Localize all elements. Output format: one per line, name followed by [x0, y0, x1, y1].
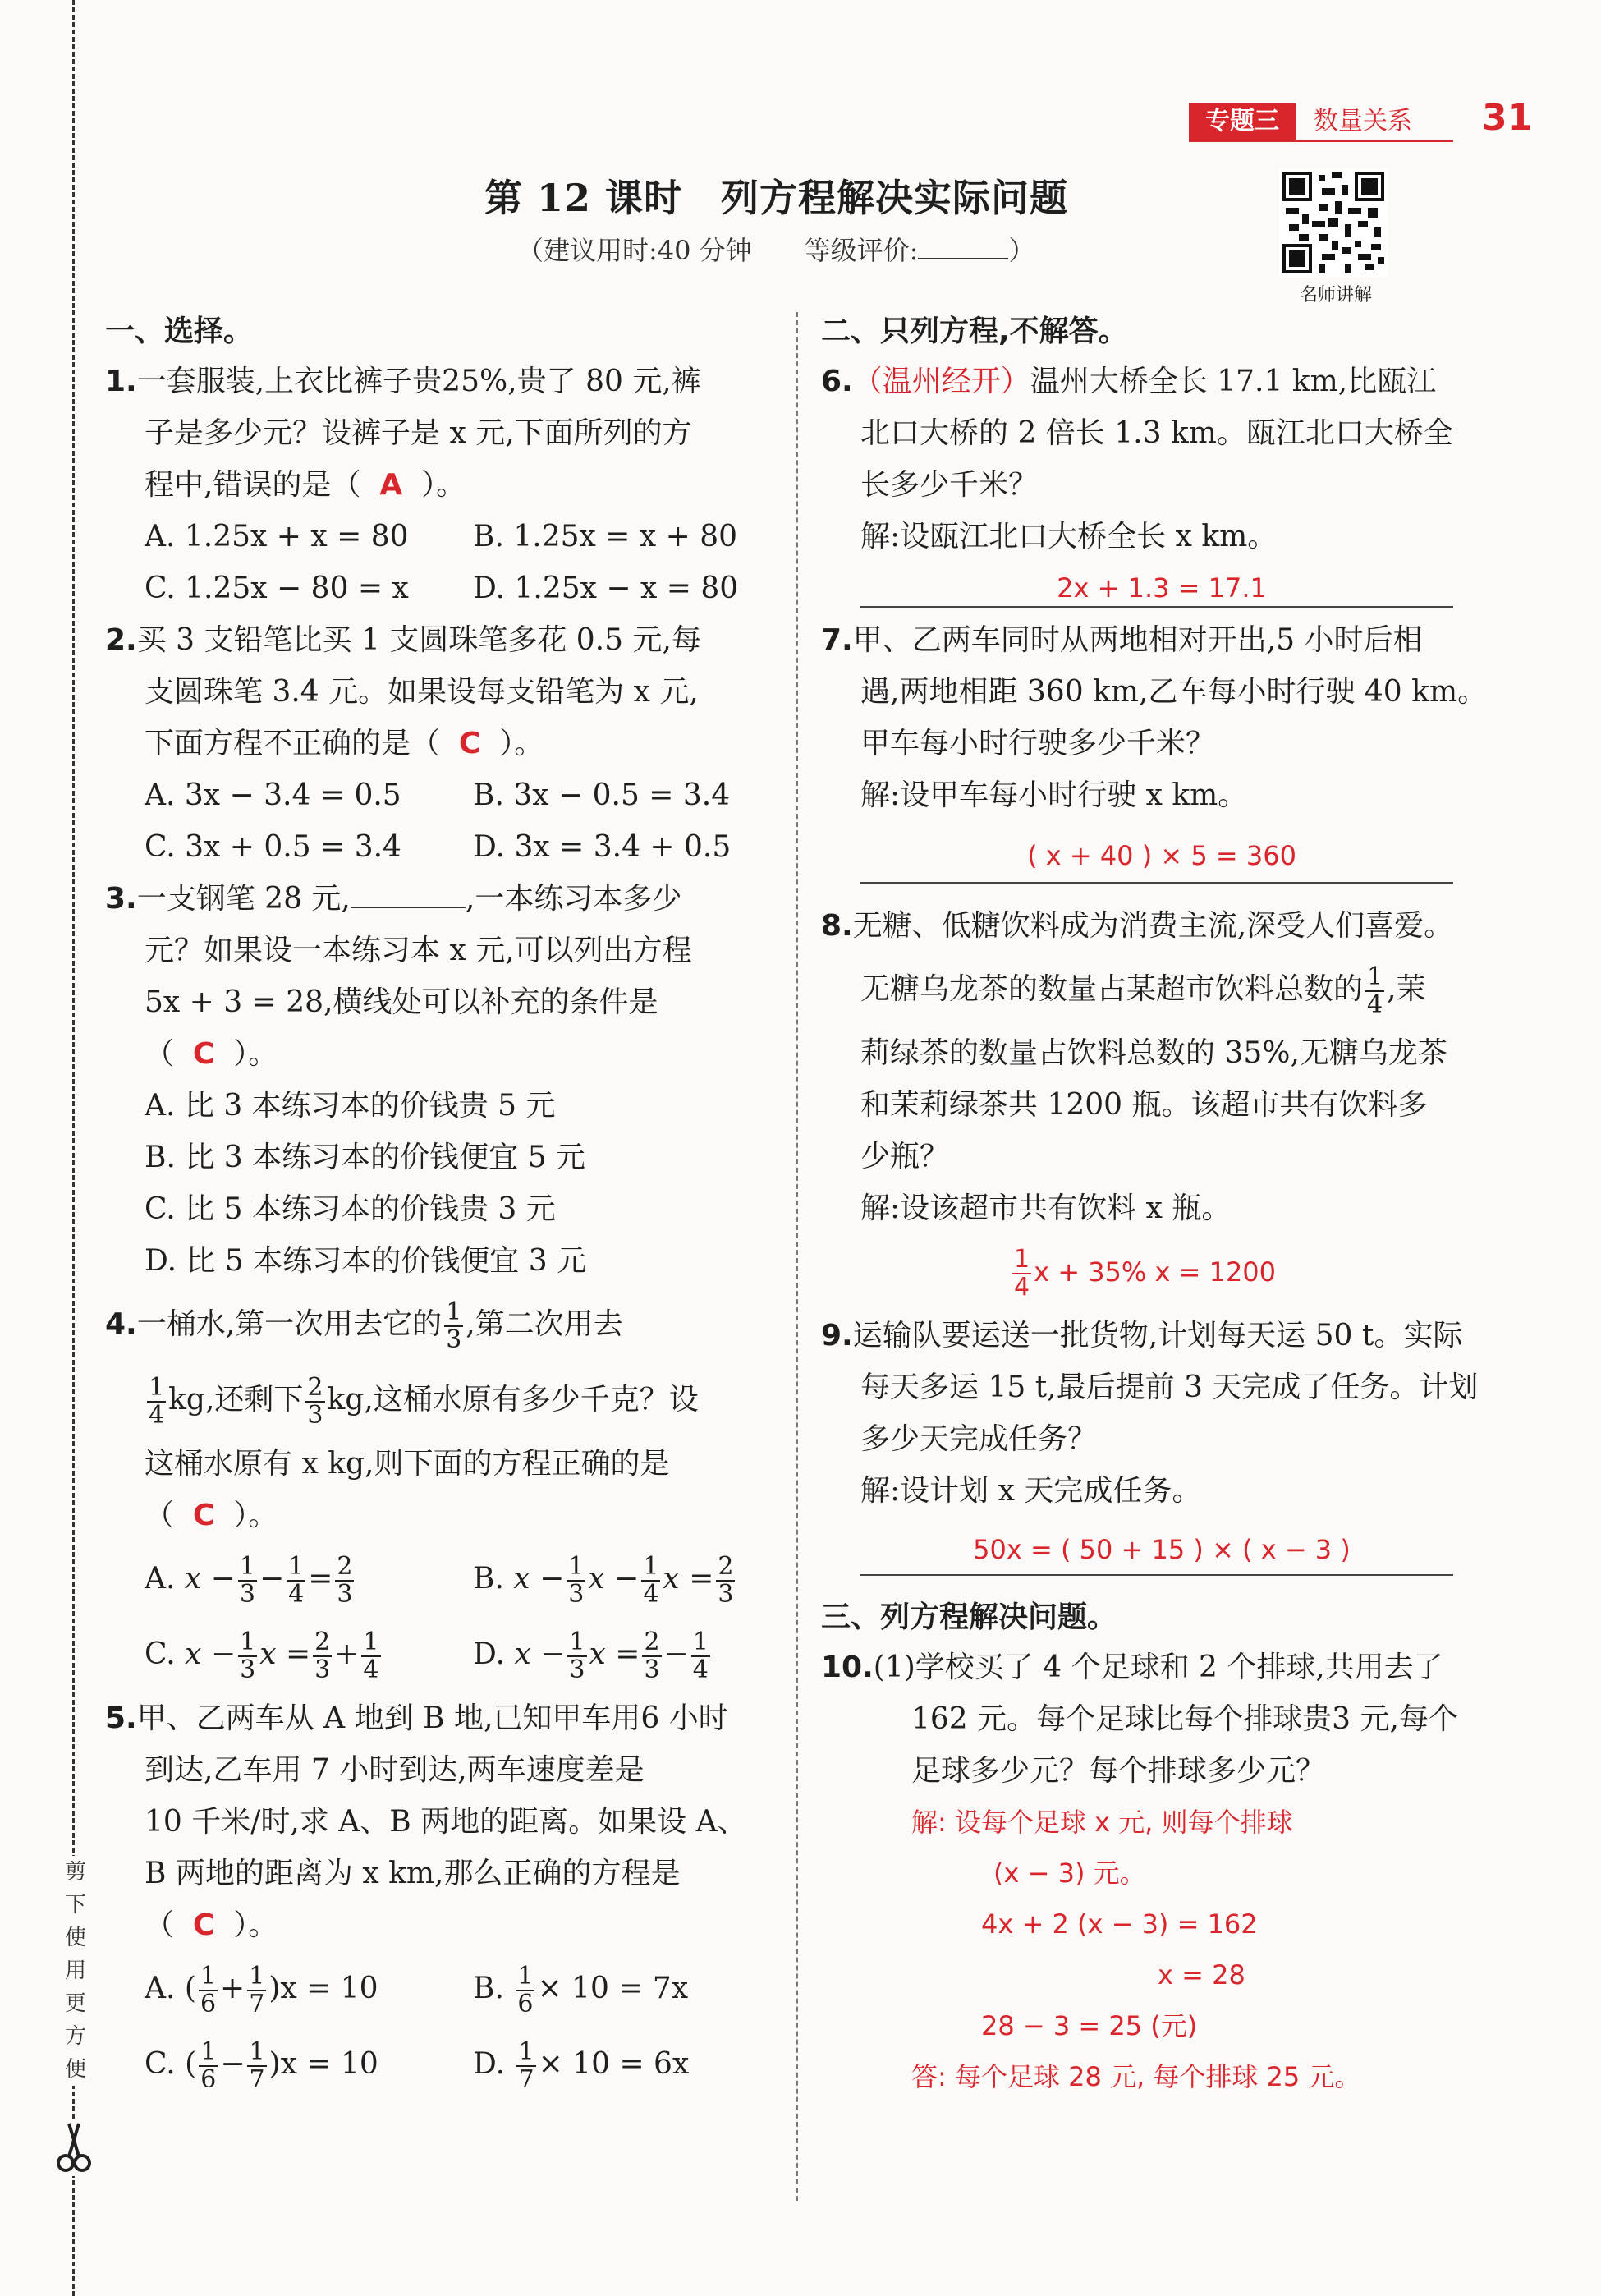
option-tail: )x = 10 [268, 2047, 378, 2081]
fraction [642, 1629, 661, 1683]
solution-setup: 解:设瓯江北口大桥全长 x km。 [860, 520, 1278, 553]
page-number: 31 [1482, 97, 1533, 139]
denominator: 3 [644, 1655, 660, 1684]
left-column [105, 308, 778, 2102]
fraction [238, 1554, 257, 1608]
option-b: B. 比 3 本练习本的价钱便宜 5 元 [145, 1141, 585, 1174]
question-text: 温州大桥全长 17.1 km,比瓯江 [1030, 365, 1437, 398]
option-b [473, 1552, 737, 1609]
question-text: 支圆珠笔 3.4 元。如果设每支铅笔为 x 元, [145, 675, 699, 709]
var-x: x [589, 1637, 606, 1671]
numerator: 1 [249, 2037, 265, 2066]
var-x: x [588, 1562, 605, 1596]
option-tail: )x = 10 [268, 1972, 378, 2005]
fraction [305, 1375, 324, 1429]
option-a: A. 比 3 本练习本的价钱贵 5 元 [145, 1089, 556, 1123]
option-c: C. 比 5 本练习本的价钱贵 3 元 [145, 1192, 556, 1226]
denominator: 4 [643, 1580, 659, 1609]
question-text: 长多少千米？ [860, 468, 1039, 502]
option-label: C. [145, 1637, 176, 1671]
fraction [691, 1629, 710, 1683]
paren: （ [145, 1499, 175, 1532]
solution-setup: 解:设甲车每小时行驶 x km。 [860, 778, 1248, 812]
question-4 [105, 1287, 778, 1692]
question-text: 到达,乙车用 7 小时到达,两车速度差是 [145, 1753, 645, 1787]
numerator: 1 [200, 1962, 217, 1991]
op: − [259, 1562, 285, 1596]
answer-choice: C [192, 1037, 215, 1071]
question-text: 甲车每小时行驶多少千米？ [860, 727, 1216, 760]
denominator: 4 [288, 1580, 305, 1609]
numerator: 1 [200, 2037, 217, 2066]
question-6 [821, 356, 1502, 614]
question-number: 5. [105, 1701, 137, 1735]
question-text: 足球多少元？每个排球多少元？ [911, 1754, 1326, 1788]
question-text: (1)学校买了 4 个足球和 2 个排球,共用去了 [873, 1651, 1443, 1684]
option-tail: × 10 = 7x [537, 1972, 689, 2005]
handwritten-answer: ( x + 40 ) × 5 = 360 [1027, 840, 1296, 871]
denominator: 6 [200, 2065, 217, 2094]
denominator: 3 [568, 1580, 585, 1609]
numerator: 2 [718, 1552, 734, 1581]
question-text: 元？如果设一本练习本 x 元,可以列出方程 [145, 934, 692, 967]
question-text: ,一本练习本多少 [465, 882, 682, 916]
question-1 [105, 356, 778, 614]
question-text: ,第二次用去 [466, 1307, 623, 1341]
option-c: C. 3x + 0.5 = 3.4 [145, 830, 401, 864]
denominator: 3 [446, 1325, 462, 1354]
question-number: 8. [821, 909, 853, 943]
denominator: 7 [249, 1990, 265, 2018]
option-c [145, 1617, 473, 1692]
question-text: 每天多运 15 t,最后提前 3 天完成了任务。计划 [860, 1371, 1479, 1404]
question-text: 运输队要运送一批货物,计划每天运 50 t。实际 [852, 1319, 1463, 1352]
question-text: 莉绿茶的数量占饮料总数的 35%,无糖乌龙茶 [860, 1036, 1447, 1070]
option-d: D. 3x = 3.4 + 0.5 [473, 830, 732, 864]
op: − [540, 1637, 566, 1671]
fraction [716, 1554, 735, 1608]
denominator: 6 [517, 1990, 534, 2018]
question-number: 3. [105, 882, 137, 916]
denominator: 7 [518, 2065, 534, 2094]
option-a [145, 1541, 473, 1617]
question-number: 2. [105, 623, 137, 657]
column-divider [796, 312, 798, 2201]
question-text: ）。 [421, 468, 466, 502]
question-text: 少瓶？ [860, 1140, 950, 1173]
section-equation-heading: 二、只列方程,不解答。 [821, 315, 1128, 348]
subtitle-close: ） [1008, 235, 1035, 266]
op: ( [185, 2047, 197, 2081]
question-text: 甲、乙两车同时从两地相对开出,5 小时后相 [852, 623, 1423, 657]
handwritten-solution-line: 28 − 3 = 25 (元) [981, 2010, 1198, 2041]
numerator: 1 [569, 1628, 585, 1656]
question-text: B 两地的距离为 x km,那么正确的方程是 [145, 1857, 681, 1890]
paren: ）。 [233, 1499, 278, 1532]
fill-blank [351, 889, 466, 908]
op: = [308, 1562, 333, 1596]
question-7 [821, 614, 1502, 890]
paren: ）。 [233, 1037, 278, 1071]
question-text: 买 3 支铅笔比买 1 支圆珠笔多花 0.5 元,每 [136, 623, 701, 657]
answer-text: x + 35% x = 1200 [1034, 1256, 1277, 1288]
option-b [473, 1962, 689, 2018]
question-number: 9. [821, 1319, 853, 1352]
numerator: 1 [239, 1552, 255, 1581]
handwritten-solution-line: 解: 设每个足球 x 元, 则每个排球 [911, 1807, 1293, 1838]
answer-line [821, 1517, 1502, 1582]
handwritten-solution-line: 4x + 2 (x − 3) = 162 [981, 1908, 1258, 1940]
fraction [199, 2039, 218, 2093]
handwritten-solution-line: (x − 3) 元。 [993, 1857, 1146, 1889]
op: − [663, 1637, 689, 1671]
var-x: x [185, 1637, 202, 1671]
question-text: 下面方程不正确的是（ [145, 727, 441, 760]
question-text: 无糖、低糖饮料成为消费主流,深受人们喜爱。 [852, 909, 1454, 943]
denominator: 3 [307, 1401, 323, 1430]
question-text: 甲、乙两车从 A 地到 B 地,已知甲车用6 小时 [136, 1701, 728, 1735]
fraction [247, 1963, 266, 2018]
denominator: 3 [239, 1580, 255, 1609]
source-tag: （温州经开） [852, 365, 1030, 398]
numerator: 1 [1014, 1245, 1030, 1274]
question-10 [821, 1642, 1502, 2102]
question-text: 多少天完成任务？ [860, 1422, 1098, 1456]
op: = [689, 1562, 714, 1596]
question-text: 遇,两地相距 360 km,乙车每小时行驶 40 km。 [860, 675, 1488, 709]
question-number: 10. [821, 1651, 874, 1684]
fraction [147, 1375, 166, 1429]
question-8 [821, 900, 1502, 1310]
fraction [516, 2039, 535, 2093]
fraction [567, 1629, 586, 1683]
var-x: x [514, 1637, 531, 1671]
handwritten-answer: 2x + 1.3 = 17.1 [1057, 572, 1267, 604]
op: − [210, 1637, 236, 1671]
op: = [615, 1637, 640, 1671]
grade-blank [918, 240, 1008, 259]
numerator: 2 [644, 1628, 660, 1656]
op: − [614, 1562, 640, 1596]
denominator: 3 [314, 1655, 331, 1684]
answer-choice: C [192, 1908, 215, 1942]
denominator: 3 [240, 1655, 256, 1684]
question-text: 162 元。每个足球比每个排球贵3 元,每个 [911, 1702, 1458, 1736]
option-b: B. 3x − 0.5 = 3.4 [473, 778, 731, 812]
option-d [473, 2037, 690, 2094]
cut-hint: 剪下使用更方便 [57, 1856, 94, 2086]
qr-caption: 名师讲解 [1299, 285, 1372, 305]
option-a [145, 1951, 473, 2027]
question-9 [821, 1310, 1502, 1582]
question-number: 4. [105, 1307, 137, 1341]
fraction [641, 1554, 660, 1608]
fraction [238, 1629, 257, 1683]
question-text: 一支钢笔 28 元, [136, 882, 351, 916]
numerator: 1 [643, 1552, 659, 1581]
question-number: 7. [821, 623, 853, 657]
option-d [473, 1628, 713, 1684]
question-text: 程中,错误的是（ [145, 468, 361, 502]
question-2 [105, 614, 778, 873]
op: ( [184, 1972, 196, 2005]
question-5 [105, 1692, 778, 2102]
op: − [220, 2047, 245, 2081]
var-x: x [184, 1562, 202, 1596]
numerator: 1 [240, 1628, 256, 1656]
question-3 [105, 873, 778, 1287]
answer-line [821, 563, 1502, 614]
paren: ）。 [233, 1908, 278, 1942]
fraction [313, 1629, 332, 1683]
fraction [1012, 1247, 1031, 1301]
option-label: A. [145, 1562, 176, 1596]
option-a: A. 3x − 3.4 = 0.5 [145, 778, 401, 812]
question-text: 和茉莉绿茶共 1200 瓶。该超市共有饮料多 [860, 1088, 1428, 1122]
question-text: 5x + 3 = 28,横线处可以补充的条件是 [145, 985, 658, 1019]
denominator: 4 [149, 1401, 165, 1430]
question-text: 子是多少元？设裤子是 x 元,下面所列的方 [145, 416, 692, 450]
option-d: D. 1.25x − x = 80 [473, 572, 739, 605]
solution-setup: 解:设该超市共有饮料 x 瓶。 [860, 1192, 1232, 1225]
option-b: B. 1.25x = x + 80 [473, 520, 738, 553]
numerator: 1 [1367, 962, 1383, 991]
fraction [516, 1963, 534, 2018]
option-a: A. 1.25x + x = 80 [145, 520, 409, 553]
topic-tag: 专题三 [1189, 103, 1296, 140]
question-text: 北口大桥的 2 倍长 1.3 km。瓯江北口大桥全 [860, 416, 1453, 450]
section-choice-heading: 一、选择。 [105, 315, 254, 348]
right-column [821, 308, 1502, 2102]
denominator: 4 [1014, 1273, 1030, 1302]
var-x: x [663, 1562, 680, 1596]
question-text: 这桶水原有 x kg,则下面的方程正确的是 [145, 1447, 670, 1481]
option-c: C. 1.25x − 80 = x [145, 572, 409, 605]
denominator: 6 [200, 1990, 217, 2018]
option-tail: × 10 = 6x [538, 2047, 690, 2081]
question-number: 6. [821, 365, 853, 398]
op: + [220, 1972, 245, 2005]
question-number: 1. [105, 365, 137, 398]
fraction [1365, 964, 1384, 1018]
subtitle-text: （建议用时:40 分钟 等级评价: [517, 235, 919, 266]
var-x: x [259, 1637, 277, 1671]
handwritten-solution-line: 答: 每个足球 28 元, 每个排球 25 元。 [911, 2061, 1361, 2092]
fraction [199, 1963, 218, 2018]
answer-choice: A [379, 468, 403, 502]
option-label: A. [145, 1972, 176, 2005]
denominator: 3 [337, 1580, 353, 1609]
numerator: 1 [446, 1297, 462, 1326]
answer-choice: C [458, 727, 481, 760]
numerator: 1 [518, 2037, 534, 2066]
fraction [335, 1554, 354, 1608]
fraction [287, 1554, 305, 1608]
option-d: D. 比 5 本练习本的价钱便宜 3 元 [145, 1244, 587, 1278]
option-c [145, 2027, 473, 2102]
handwritten-solution-line: x = 28 [1158, 1959, 1245, 1991]
page-subtitle [517, 230, 1034, 268]
fraction [361, 1629, 380, 1683]
option-label: C. [145, 2047, 176, 2081]
denominator: 4 [692, 1655, 709, 1684]
op: − [539, 1562, 565, 1596]
handwritten-answer: 50x = ( 50 + 15 ) × ( x − 3 ) [973, 1534, 1351, 1565]
paren: （ [145, 1037, 175, 1071]
fraction [247, 2039, 266, 2093]
numerator: 1 [692, 1628, 709, 1656]
question-text: ,茉 [1387, 972, 1426, 1006]
numerator: 1 [149, 1373, 165, 1402]
option-label: B. [473, 1972, 504, 2005]
qr-code-icon[interactable] [1279, 168, 1388, 277]
solution-setup: 解:设计划 x 天完成任务。 [860, 1474, 1202, 1508]
section-solve-heading: 三、列方程解决问题。 [821, 1600, 1117, 1634]
op: + [334, 1637, 360, 1671]
var-x: x [513, 1562, 530, 1596]
question-text: 10 千米/时,求 A、B 两地的距离。如果设 A、 [145, 1805, 747, 1839]
denominator: 7 [249, 2065, 265, 2094]
answer-choice: C [192, 1499, 215, 1532]
option-label: D. [473, 1637, 506, 1671]
denominator: 4 [1367, 990, 1383, 1019]
numerator: 1 [249, 1962, 265, 1991]
question-text: 无糖乌龙茶的数量占某超市饮料总数的 [860, 972, 1364, 1006]
numerator: 2 [337, 1552, 353, 1581]
fraction [567, 1554, 585, 1608]
numerator: 1 [288, 1552, 305, 1581]
denominator: 3 [569, 1655, 585, 1684]
numerator: 1 [568, 1552, 585, 1581]
numerator: 2 [307, 1373, 323, 1402]
op: − [210, 1562, 236, 1596]
question-text: 一套服装,上衣比裤子贵25%,贵了 80 元,裤 [136, 365, 701, 398]
numerator: 1 [363, 1628, 379, 1656]
option-label: B. [473, 1562, 504, 1596]
question-text: kg,这桶水原有多少千克？设 [327, 1383, 699, 1417]
topic-underline [1189, 140, 1453, 142]
numerator: 1 [517, 1962, 534, 1991]
page-title: 第 12 课时 列方程解决实际问题 [484, 176, 1069, 220]
option-label: D. [473, 2047, 506, 2081]
handwritten-answer [821, 1234, 1502, 1310]
question-text: 一桶水,第一次用去它的 [136, 1307, 443, 1341]
answer-line [821, 821, 1502, 890]
question-text: kg,还剩下 [168, 1383, 304, 1417]
paren: （ [145, 1908, 175, 1942]
numerator: 2 [314, 1628, 331, 1656]
topic-name: 数量关系 [1314, 107, 1412, 135]
scissors-icon [54, 2119, 94, 2176]
fraction [444, 1299, 463, 1353]
question-text: ）。 [499, 727, 544, 760]
op: = [285, 1637, 311, 1671]
denominator: 3 [718, 1580, 734, 1609]
denominator: 4 [363, 1655, 379, 1684]
